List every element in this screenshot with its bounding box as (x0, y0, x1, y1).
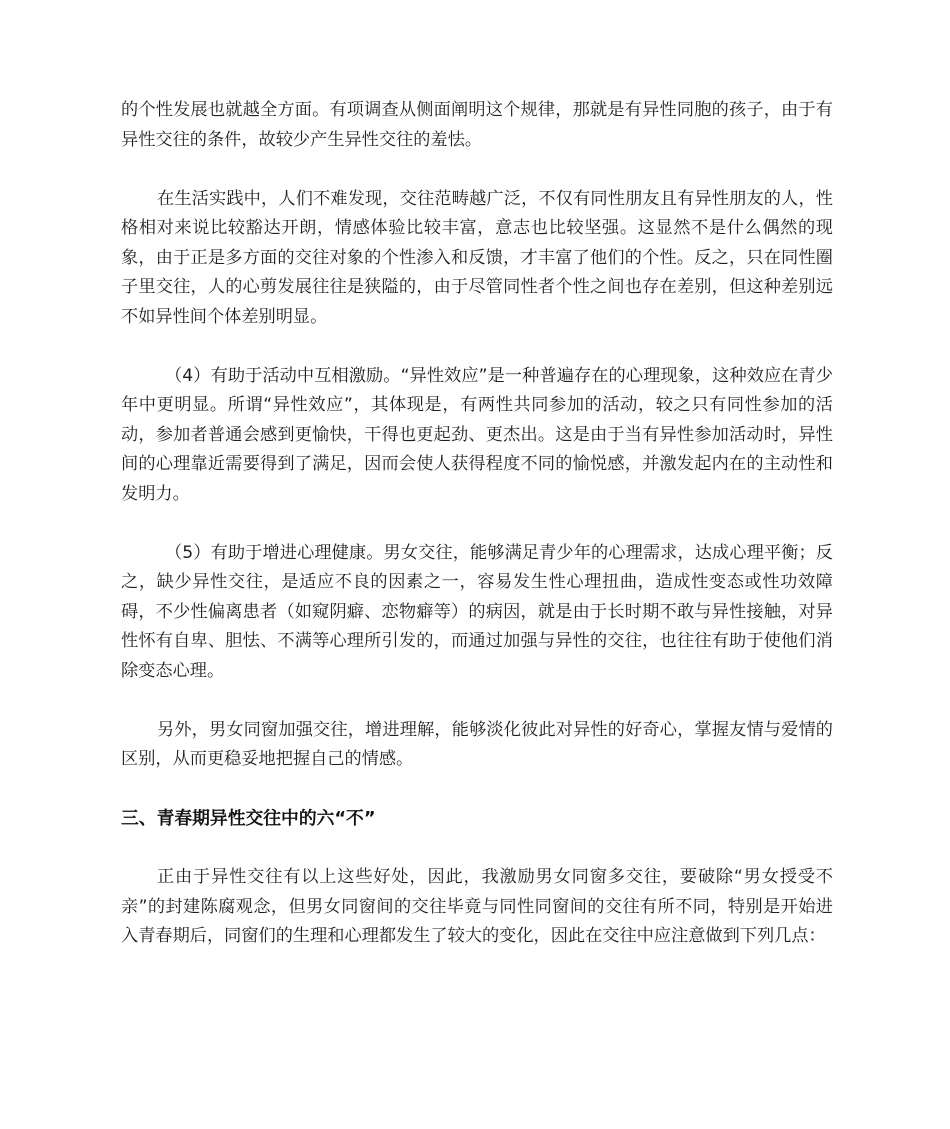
paragraph-closing: 正由于异性交往有以上这些好处，因此，我激励男女同窗多交往，要破除“男女授受不亲”的封建陈腐观念，但男女同窗间的交往毕竟与同性同窗间的交往有所不同，特别是开始进入青春期后，同窗们的生理和心理都发生了较大的变化，因此在交往中应注意做到下列几点： (121, 867, 833, 946)
paragraph-continued: 的个性发展也就越全方面。有项调查从侧面阐明这个规律，那就是有异性同胞的孩子，由于有异性交往的条件，故较少产生异性交往的羞怯。 (121, 100, 833, 150)
section-heading: 三、青春期异性交往中的六“不” (121, 808, 376, 829)
paragraph-point-4: （4）有助于活动中互相激励。“异性效应”是一种普遍存在的心理现象，这种效应在青少年中更明显。所谓“异性效应”，其体现是，有两性共同参加的活动，较之只有同性参加的活动，参加者普通会感到更愉快，干得也更起劲、更杰出。这是由于当有异性参加活动时，异性间的心理靠近需要得到了满足，因而会使人获得程度不同的愉悦感，并激发起内在的主动性和发明力。 (121, 365, 833, 504)
paragraph-point-5: （5）有助于增进心理健康。男女交往，能够满足青少年的心理需求，达成心理平衡；反之，缺少异性交往，是适应不良的因素之一，容易发生性心理扭曲，造成性变态或性功效障碍，不少性偏离患者（如窥阴癖、恋物癖等）的病因，就是由于长时期不敢与异性接触，对异性怀有自卑、胆怯、不满等心理所引发的，而通过加强与异性的交往，也往往有助于使他们消除变态心理。 (121, 542, 833, 681)
paragraph-social-range: 在生活实践中，人们不难发现，交往范畴越广泛，不仅有同性朋友且有异性朋友的人，性格相对来说比较豁达开朗，情感体验比较丰富，意志也比较坚强。这显然不是什么偶然的现象，由于正是多方面的交往对象的个性渗入和反馈，才丰富了他们的个性。反之，只在同性圈子里交往，人的心剪发展往往是狭隘的，由于尽管同性者个性之间也存在差别，但这种差别远不如异性间个体差别明显。 (121, 188, 833, 327)
document-page (121, 96, 833, 981)
paragraph-additionally: 另外，男女同窗加强交往，增进理解，能够淡化彼此对异性的好奇心，掌握友情与爱情的区别，从而更稳妥地把握自己的情感。 (121, 719, 833, 769)
